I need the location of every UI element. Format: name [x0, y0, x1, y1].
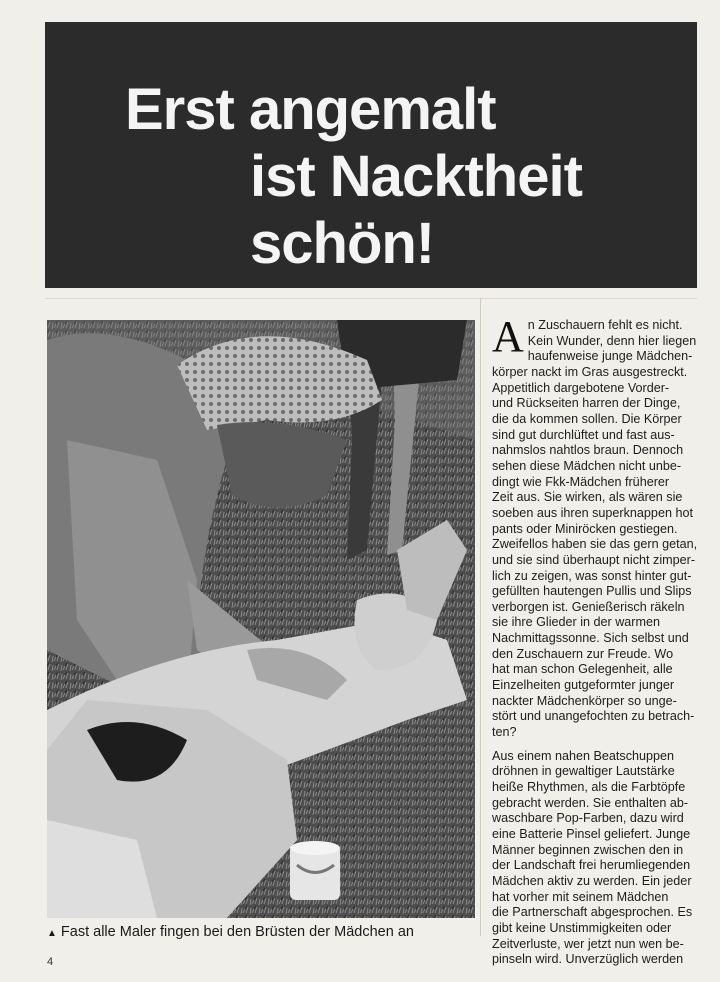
text-line: und Rückseiten harren der Dinge,: [492, 396, 681, 411]
text-line: gebracht werden. Sie enthalten ab-: [492, 795, 689, 810]
headline-banner: [45, 22, 697, 288]
article-photo: [47, 320, 475, 918]
text-line: sind gut durchlüftet und fast aus-: [492, 427, 675, 442]
triangle-up-icon: ▲: [47, 928, 57, 939]
text-line: n Zuschauern fehlt es nicht.: [527, 318, 683, 332]
text-line: Zeitverluste, wer jetzt nun wen be-: [492, 936, 684, 951]
text-line: gefüllten hautengen Pullis und Slips: [492, 584, 692, 599]
text-line: und sie sind überhaupt nicht zimper-: [492, 552, 696, 567]
photo-illustration: [47, 320, 475, 918]
headline-line-2: ist Nacktheit: [250, 144, 582, 209]
text-line: Zeit aus. Sie wirken, als wären sie: [492, 490, 683, 505]
horizontal-rule: [45, 298, 697, 299]
text-line: körper nackt im Gras ausgestreckt.: [492, 364, 688, 379]
article-body: [492, 312, 698, 968]
text-line: nackter Mädchenkörper so unge-: [492, 693, 677, 708]
text-line: Appetitlich dargebotene Vorder-: [492, 380, 670, 395]
text-line: hat vorher mit seinem Mädchen: [492, 889, 669, 904]
text-line: haufenweise junge Mädchen-: [527, 349, 693, 364]
headline-line-3: schön!: [250, 211, 435, 276]
text-line: Zweifellos haben sie das gern getan,: [492, 537, 698, 552]
text-line: Männer beginnen zwischen den in: [492, 842, 684, 857]
caption-text: Fast alle Maler fingen bei den Brüsten der Mädchen an: [60, 924, 414, 940]
text-line: die da kommen sollen. Die Körper: [492, 411, 682, 426]
text-line: soeben aus ihren superknappen hot: [492, 505, 693, 520]
drop-cap: A: [492, 312, 524, 361]
text-line: waschbare Pop-Farben, dazu wird: [492, 811, 684, 826]
text-line: sie ihre Glieder in der warmen: [492, 615, 660, 630]
text-line: eine Batterie Pinsel geliefert. Junge: [492, 827, 691, 841]
text-line: pinseln wird. Unverzüglich werden: [492, 952, 684, 967]
text-line: ten?: [492, 725, 517, 740]
text-line: dingt wie Fkk-Mädchen früherer: [492, 474, 670, 489]
text-line: nahmslos nahtlos braun. Dennoch: [492, 443, 684, 458]
article-paragraph-1: [492, 312, 698, 741]
text-line: pants oder Miniröcken gestiegen.: [492, 521, 678, 536]
photo-caption: [47, 923, 477, 943]
text-line: Kein Wunder, denn hier liegen: [527, 333, 697, 348]
text-line: stört und unangefochten zu betrach-: [492, 709, 695, 724]
text-line: heiße Rhythmen, als die Farbtöpfe: [492, 780, 686, 795]
text-line: Einzelheiten gutgeformter junger: [492, 678, 675, 693]
text-line: Aus einem nahen Beatschuppen: [492, 748, 675, 763]
text-line: hat man schon Gelegenheit, alle: [492, 662, 673, 677]
text-line: lich zu zeigen, was sonst hinter gut-: [492, 568, 692, 583]
text-line: Mädchen aktiv zu werden. Ein jeder: [492, 873, 692, 888]
text-line: den Zuschauern zur Freude. Wo: [492, 646, 674, 661]
text-line: der Landschaft frei herumliegenden: [492, 858, 691, 873]
column-divider: [480, 298, 481, 936]
page-number: 4: [47, 956, 54, 968]
article-paragraph-2: [492, 749, 698, 968]
text-line: dröhnen in gewaltiger Lautstärke: [492, 764, 675, 779]
text-line: gibt keine Unstimmigkeiten oder: [492, 920, 672, 935]
headline-line-1: Erst angemalt: [125, 77, 496, 142]
text-line: Nachmittagssonne. Sich selbst und: [492, 631, 689, 646]
text-line: die Partnerschaft abgesprochen. Es: [492, 905, 693, 920]
text-line: verborgen ist. Genießerisch räkeln: [492, 599, 685, 614]
text-line: sehen diese Mädchen nicht unbe-: [492, 458, 682, 473]
